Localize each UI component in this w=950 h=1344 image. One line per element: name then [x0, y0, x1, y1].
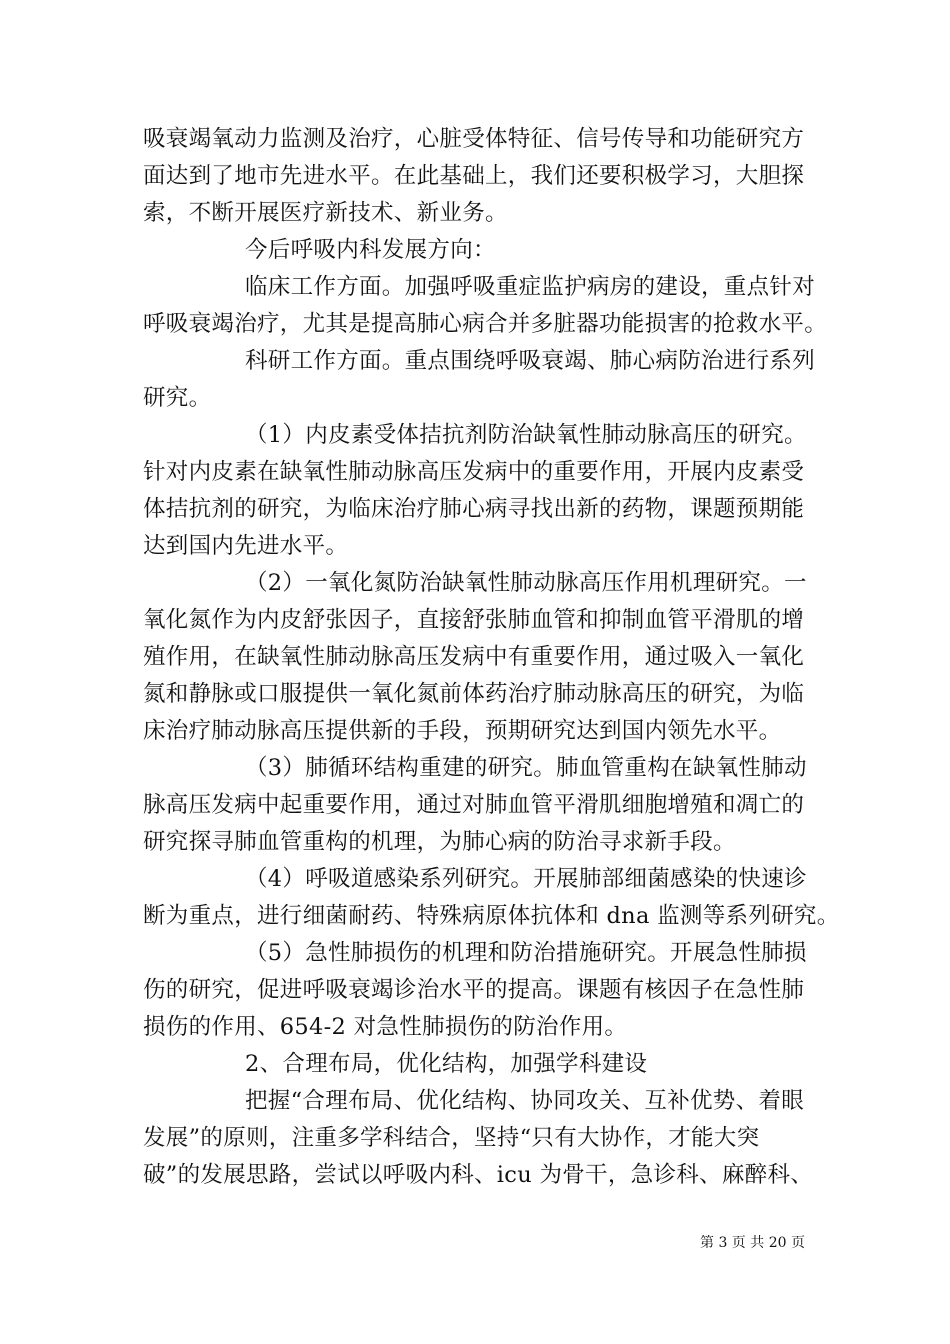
section-heading: 今后呼吸内科发展方向：	[245, 237, 496, 263]
text-line: 伤的研究，促进呼吸衰竭诊治水平的提高。课题有核因子在急性肺	[143, 977, 805, 1003]
text-line: 索，不断开展医疗新技术、新业务。	[143, 200, 508, 226]
text-line: 发展”的原则，注重多学科结合，坚持“只有大协作，才能大突	[143, 1125, 760, 1151]
text-line: 临床工作方面。加强呼吸重症监护病房的建设，重点针对	[245, 274, 816, 300]
text-line: 吸衰竭氧动力监测及治疗，心脏受体特征、信号传导和功能研究方	[143, 126, 805, 152]
text-line: 达到国内先进水平。	[143, 533, 349, 559]
text-line: 把握“合理布局、优化结构、协同攻关、互补优势、着眼	[245, 1088, 805, 1114]
section-heading: 2、合理布局，优化结构，加强学科建设	[245, 1051, 648, 1077]
text-line: 研究。	[143, 385, 212, 411]
text-line: 针对内皮素在缺氧性肺动脉高压发病中的重要作用，开展内皮素受	[143, 459, 805, 485]
text-line: 面达到了地市先进水平。在此基础上，我们还要积极学习，大胆探	[143, 163, 805, 189]
text-line: 科研工作方面。重点围绕呼吸衰竭、肺心病防治进行系列	[245, 348, 816, 374]
text-line: （2）一氧化氮防治缺氧性肺动脉高压作用机理研究。一	[245, 570, 807, 596]
text-line: （1）内皮素受体拮抗剂防治缺氧性肺动脉高压的研究。	[245, 422, 807, 448]
text-line: 床治疗肺动脉高压提供新的手段，预期研究达到国内领先水平。	[143, 718, 782, 744]
text-line: 断为重点，进行细菌耐药、特殊病原体抗体和 dna 监测等系列研究。	[143, 903, 840, 929]
text-line: 体拮抗剂的研究，为临床治疗肺心病寻找出新的药物，课题预期能	[143, 496, 805, 522]
text-line: 殖作用，在缺氧性肺动脉高压发病中有重要作用，通过吸入一氧化	[143, 644, 805, 670]
text-line: （4）呼吸道感染系列研究。开展肺部细菌感染的快速诊	[245, 866, 807, 892]
text-line: （5）急性肺损伤的机理和防治措施研究。开展急性肺损	[245, 940, 807, 966]
text-line: 氮和静脉或口服提供一氧化氮前体药治疗肺动脉高压的研究，为临	[143, 681, 805, 707]
text-line: 研究探寻肺血管重构的机理，为肺心病的防治寻求新手段。	[143, 829, 736, 855]
text-line: 破”的发展思路，尝试以呼吸内科、icu 为骨干，急诊科、麻醉科、	[143, 1162, 814, 1188]
text-line: 脉高压发病中起重要作用，通过对肺血管平滑肌细胞增殖和凋亡的	[143, 792, 805, 818]
text-line: 损伤的作用、654-2 对急性肺损伤的防治作用。	[143, 1014, 628, 1040]
text-line: 氧化氮作为内皮舒张因子，直接舒张肺血管和抑制血管平滑肌的增	[143, 607, 805, 633]
text-line: （3）肺循环结构重建的研究。肺血管重构在缺氧性肺动	[245, 755, 807, 781]
text-line: 呼吸衰竭治疗，尤其是提高肺心病合并多脏器功能损害的抢救水平。	[143, 311, 828, 337]
page-number: 第 3 页 共 20 页	[700, 1235, 805, 1251]
